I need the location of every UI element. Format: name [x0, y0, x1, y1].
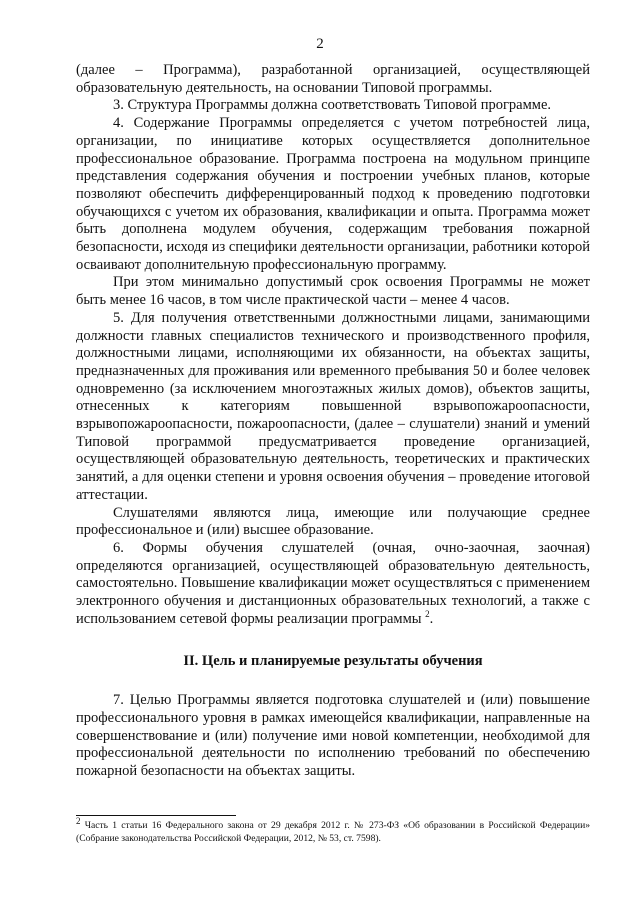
- paragraph-item-3: 3. Структура Программы должна соответствовать Типовой программе.: [113, 97, 552, 114]
- section-heading: II. Цель и планируемые результаты обучения: [183, 652, 483, 669]
- footnote-divider: [76, 815, 236, 816]
- paragraph-item-5: 5. Для получения ответственными должностными лицами, занимающими должности главных специалистов технического и производственного профиля, должностными лицами, исполняющими их обязанности, на объектах защиты, предназначенных для проживания или временного пребывания 50 и более человек одновременно (за исключением многоэтажных жилых домов), объектов защиты, отнесенных к категориям повышенной взрывопожароопасности, взрывопожароопасности, пожароопасности, (далее – слушатели) знаний и умений Типовой программой предусматривается проведение организацией, осуществляющей образовательную деятельность, теоретических и практических занятий, а для оценки степени и уровня освоения обучения – проведение итоговой аттестации.: [76, 309, 590, 503]
- paragraph-item-4: 4. Содержание Программы определяется с учетом потребностей лица, организации, по инициативе которых осуществляется дополнительное профессиональное образование. Программа построена на модульном принципе представления содержания обучения и построении учебных планов, которые позволяют обеспечить дифференцированный подход к проведению подготовки обучающихся с учетом их образования, квалификации и опыта. Программа может быть дополнена модулем обучения, содержащим требования пожарной безопасности, исходя из специфики деятельности организации, работники которой осваивают дополнительную профессиональную программу.: [76, 115, 590, 273]
- footnote-ref: 2: [425, 608, 430, 619]
- paragraph-listeners: Слушателями являются лица, имеющие или получающие среднее профессиональное и (или) высшее образование.: [76, 504, 590, 539]
- footnote-marker: 2: [76, 815, 81, 826]
- paragraph-item-6-tail: .: [429, 610, 434, 627]
- paragraph-item-6: [76, 540, 590, 629]
- paragraph-intro: (далее – Программа), разработанной организацией, осуществляющей образовательную деятельность, на основании Типовой программы.: [76, 62, 590, 96]
- document-body: [76, 62, 590, 781]
- footnote: [76, 815, 590, 845]
- footnote-text: Часть 1 статьи 16 Федерального закона от 29 декабря 2012 г. № 273-ФЗ «Об образовании в Российской Федерации» (Собрание законодательства Российской Федерации, 2012, № 53, ст. 7598).: [76, 820, 590, 844]
- page-number: 2: [316, 36, 324, 52]
- paragraph-item-6-text: 6. Формы обучения слушателей (очная, очно-заочная, заочная) определяются организацией, осуществляющей образовательную деятельность, самостоятельно. Повышение квалификации может осуществляться с применением электронного обучения и дистанционных образовательных технологий, а также с использованием сетевой формы реализации программы: [76, 539, 590, 627]
- paragraph-item-7: 7. Целью Программы является подготовка слушателей и (или) повышение профессионального уровня в рамках имеющейся квалификации, направленные на совершенствование и (или) получение ими новой компетенции, необходимой для профессиональной деятельности по исполнению требований по обеспечению пожарной безопасности на объектах защиты.: [76, 692, 590, 780]
- paragraph-min-duration: При этом минимально допустимый срок освоения Программы не может быть менее 16 часов, в том числе практической части – менее 4 часов.: [76, 274, 590, 309]
